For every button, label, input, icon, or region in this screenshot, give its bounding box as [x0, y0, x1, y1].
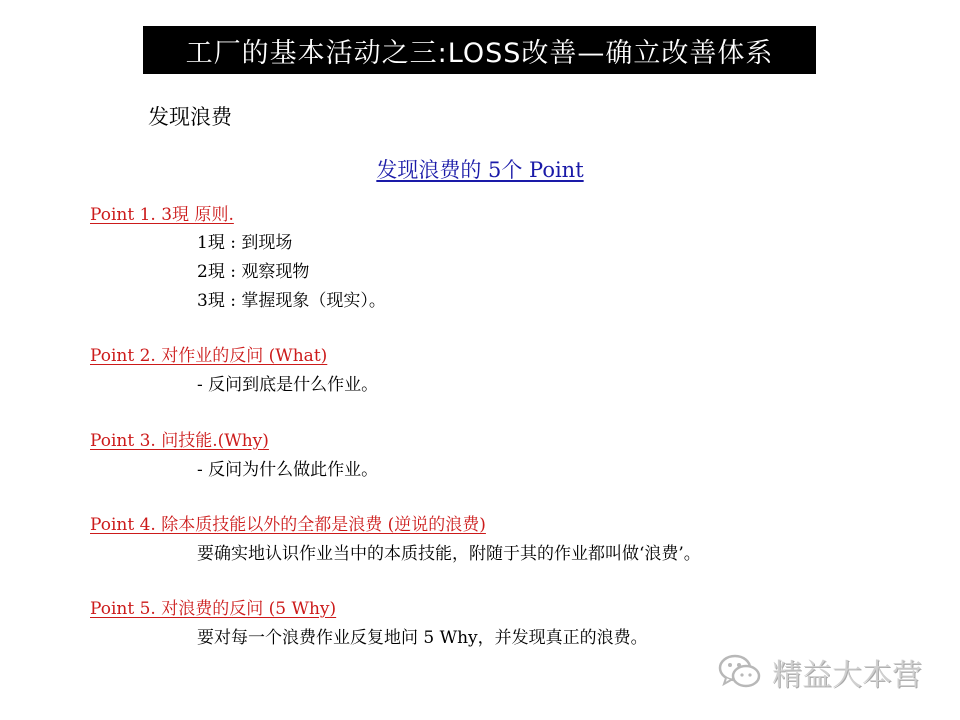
point-1-label: Point 1. 3現 原则. — [90, 205, 234, 225]
point-4-detail-1: 要确实地认识作业当中的本质技能，附随于其的作业都叫做‘浪费’。 — [197, 544, 701, 564]
point-4-label: Point 4. 除本质技能以外的全都是浪费 (逆说的浪费) — [90, 515, 486, 535]
point-5-detail-1: 要对每一个浪费作业反复地问 5 Why，并发现真正的浪费。 — [197, 628, 648, 648]
point-2-label: Point 2. 对作业的反问 (What) — [90, 346, 328, 366]
point-1-detail-1: 1現 : 到现场 — [197, 233, 293, 253]
watermark — [718, 650, 922, 694]
subtitle-text: 发现浪费的 5个 Point — [376, 158, 584, 182]
point-5-label: Point 5. 对浪费的反问 (5 Why) — [90, 599, 337, 619]
page-title — [143, 26, 816, 74]
wechat-icon — [718, 653, 762, 691]
point-1-detail-3: 3現 : 掌握现象（现实）。 — [197, 291, 386, 311]
page-title-text: 工厂的基本活动之三:LOSS改善—确立改善体系 — [185, 37, 774, 69]
point-3-detail-1: - 反问为什么做此作业。 — [197, 460, 379, 480]
point-1-detail-2: 2現 : 观察现物 — [197, 262, 310, 282]
point-2-detail-1: - 反问到底是什么作业。 — [197, 375, 379, 395]
watermark-text: 精益大本营 — [772, 658, 922, 693]
subtitle — [0, 154, 960, 184]
point-3-label: Point 3. 问技能.(Why) — [90, 431, 269, 451]
section-heading: 发现浪费 — [148, 105, 232, 129]
